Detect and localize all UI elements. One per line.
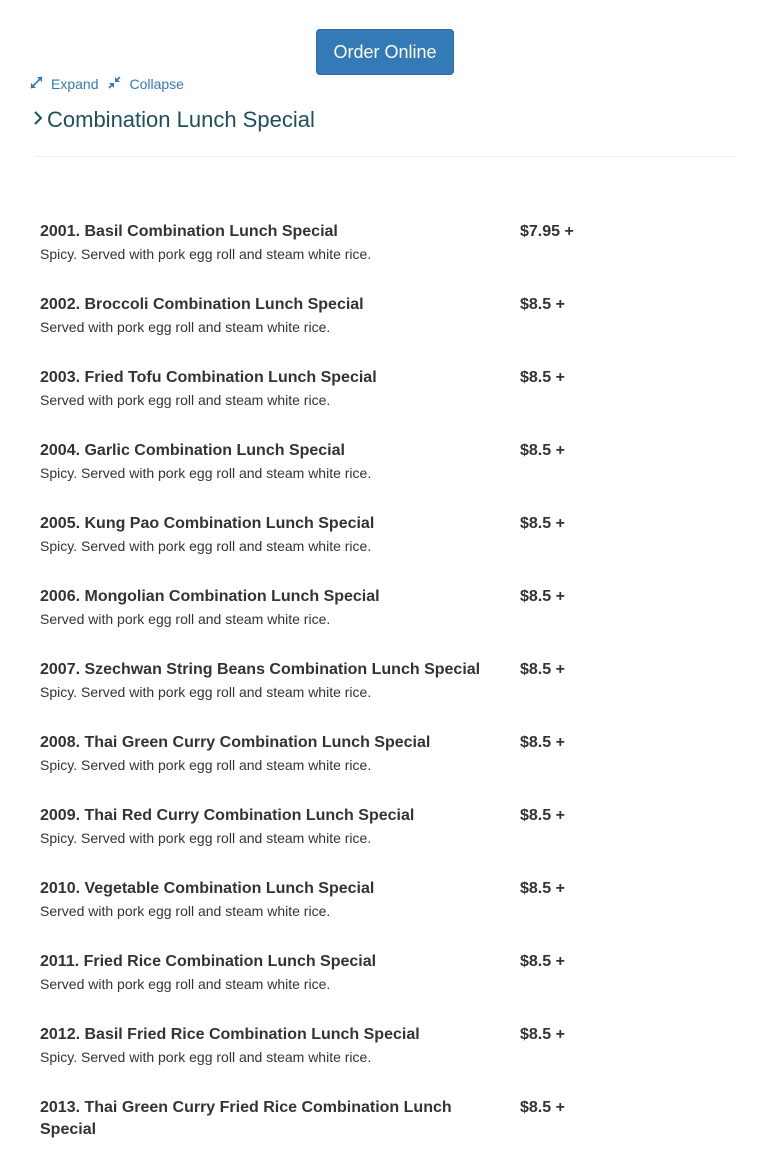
menu-item[interactable] [40, 586, 740, 659]
menu-item-name: 2001. Basil Combination Lunch Special [40, 223, 338, 240]
order-online-button[interactable]: Order Online [316, 29, 454, 75]
menu-item-list [40, 221, 740, 1170]
menu-item[interactable] [40, 659, 740, 732]
menu-item-price: $8.5 + [520, 442, 565, 459]
menu-item-description: Served with pork egg roll and steam white rice. [40, 611, 331, 627]
collapse-arrows-icon [108, 76, 129, 92]
expand-arrows-icon [30, 76, 51, 92]
menu-item-price: $8.5 + [520, 661, 565, 678]
menu-item-description: Spicy. Served with pork egg roll and steam white rice. [40, 830, 372, 846]
menu-item-description: Served with pork egg roll and steam white rice. [40, 319, 331, 335]
menu-item-description: Spicy. Served with pork egg roll and steam white rice. [40, 757, 372, 773]
menu-item-price: $8.5 + [520, 880, 565, 897]
menu-item-price: $8.5 + [520, 588, 565, 605]
menu-item-name: 2013. Thai Green Curry Fried Rice Combination Lunch Special [40, 1099, 452, 1138]
menu-item-description: Spicy. Served with pork egg roll and steam white rice. [40, 1049, 372, 1065]
expand-collapse-controls [30, 76, 194, 92]
menu-item-price: $8.5 + [520, 1099, 565, 1116]
menu-item-name: 2002. Broccoli Combination Lunch Special [40, 296, 364, 313]
menu-item[interactable] [40, 878, 740, 951]
menu-item-description: Spicy. Served with pork egg roll and steam white rice. [40, 465, 372, 481]
menu-item-name: 2008. Thai Green Curry Combination Lunch Special [40, 734, 431, 751]
menu-item-name: 2009. Thai Red Curry Combination Lunch Special [40, 807, 415, 824]
menu-item-description: Served with pork egg roll and steam white rice. [40, 976, 331, 992]
menu-item[interactable] [40, 1097, 740, 1170]
menu-item-price: $8.5 + [520, 296, 565, 313]
menu-item[interactable] [40, 513, 740, 586]
menu-item[interactable] [40, 221, 740, 294]
menu-item[interactable] [40, 440, 740, 513]
menu-item-name: 2011. Fried Rice Combination Lunch Special [40, 953, 377, 970]
menu-item-price: $8.5 + [520, 953, 565, 970]
menu-item[interactable] [40, 367, 740, 440]
menu-item[interactable] [40, 951, 740, 1024]
expand-toggle[interactable] [30, 76, 98, 92]
menu-item-price: $8.5 + [520, 807, 565, 824]
menu-item-price: $8.5 + [520, 515, 565, 532]
category-header[interactable] [33, 106, 315, 134]
menu-item-price: $7.95 + [520, 223, 574, 240]
chevron-right-icon [33, 110, 43, 131]
menu-item-price: $8.5 + [520, 1026, 565, 1043]
menu-item-name: 2004. Garlic Combination Lunch Special [40, 442, 345, 459]
menu-item-name: 2005. Kung Pao Combination Lunch Special [40, 515, 375, 532]
category-divider [35, 156, 735, 157]
menu-item-price: $8.5 + [520, 734, 565, 751]
menu-item-description: Spicy. Served with pork egg roll and steam white rice. [40, 246, 372, 262]
menu-item[interactable] [40, 732, 740, 805]
menu-item-name: 2003. Fried Tofu Combination Lunch Special [40, 369, 377, 386]
menu-item-name: 2010. Vegetable Combination Lunch Special [40, 880, 375, 897]
menu-item-description: Spicy. Served with pork egg roll and steam white rice. [40, 538, 372, 554]
collapse-label: Collapse [129, 76, 184, 92]
menu-item-name: 2012. Basil Fried Rice Combination Lunch Special [40, 1026, 420, 1043]
expand-label: Expand [51, 76, 99, 92]
menu-item[interactable] [40, 805, 740, 878]
category-title: Combination Lunch Special [47, 107, 315, 132]
menu-item[interactable] [40, 294, 740, 367]
menu-item[interactable] [40, 1024, 740, 1097]
collapse-toggle[interactable] [108, 76, 183, 92]
menu-item-description: Served with pork egg roll and steam white rice. [40, 392, 331, 408]
order-online-container [0, 29, 770, 75]
menu-item-description: Spicy. Served with pork egg roll and steam white rice. [40, 684, 372, 700]
menu-item-name: 2007. Szechwan String Beans Combination Lunch Special [40, 661, 481, 678]
menu-item-name: 2006. Mongolian Combination Lunch Special [40, 588, 380, 605]
menu-item-price: $8.5 + [520, 369, 565, 386]
menu-item-description: Served with pork egg roll and steam white rice. [40, 903, 331, 919]
